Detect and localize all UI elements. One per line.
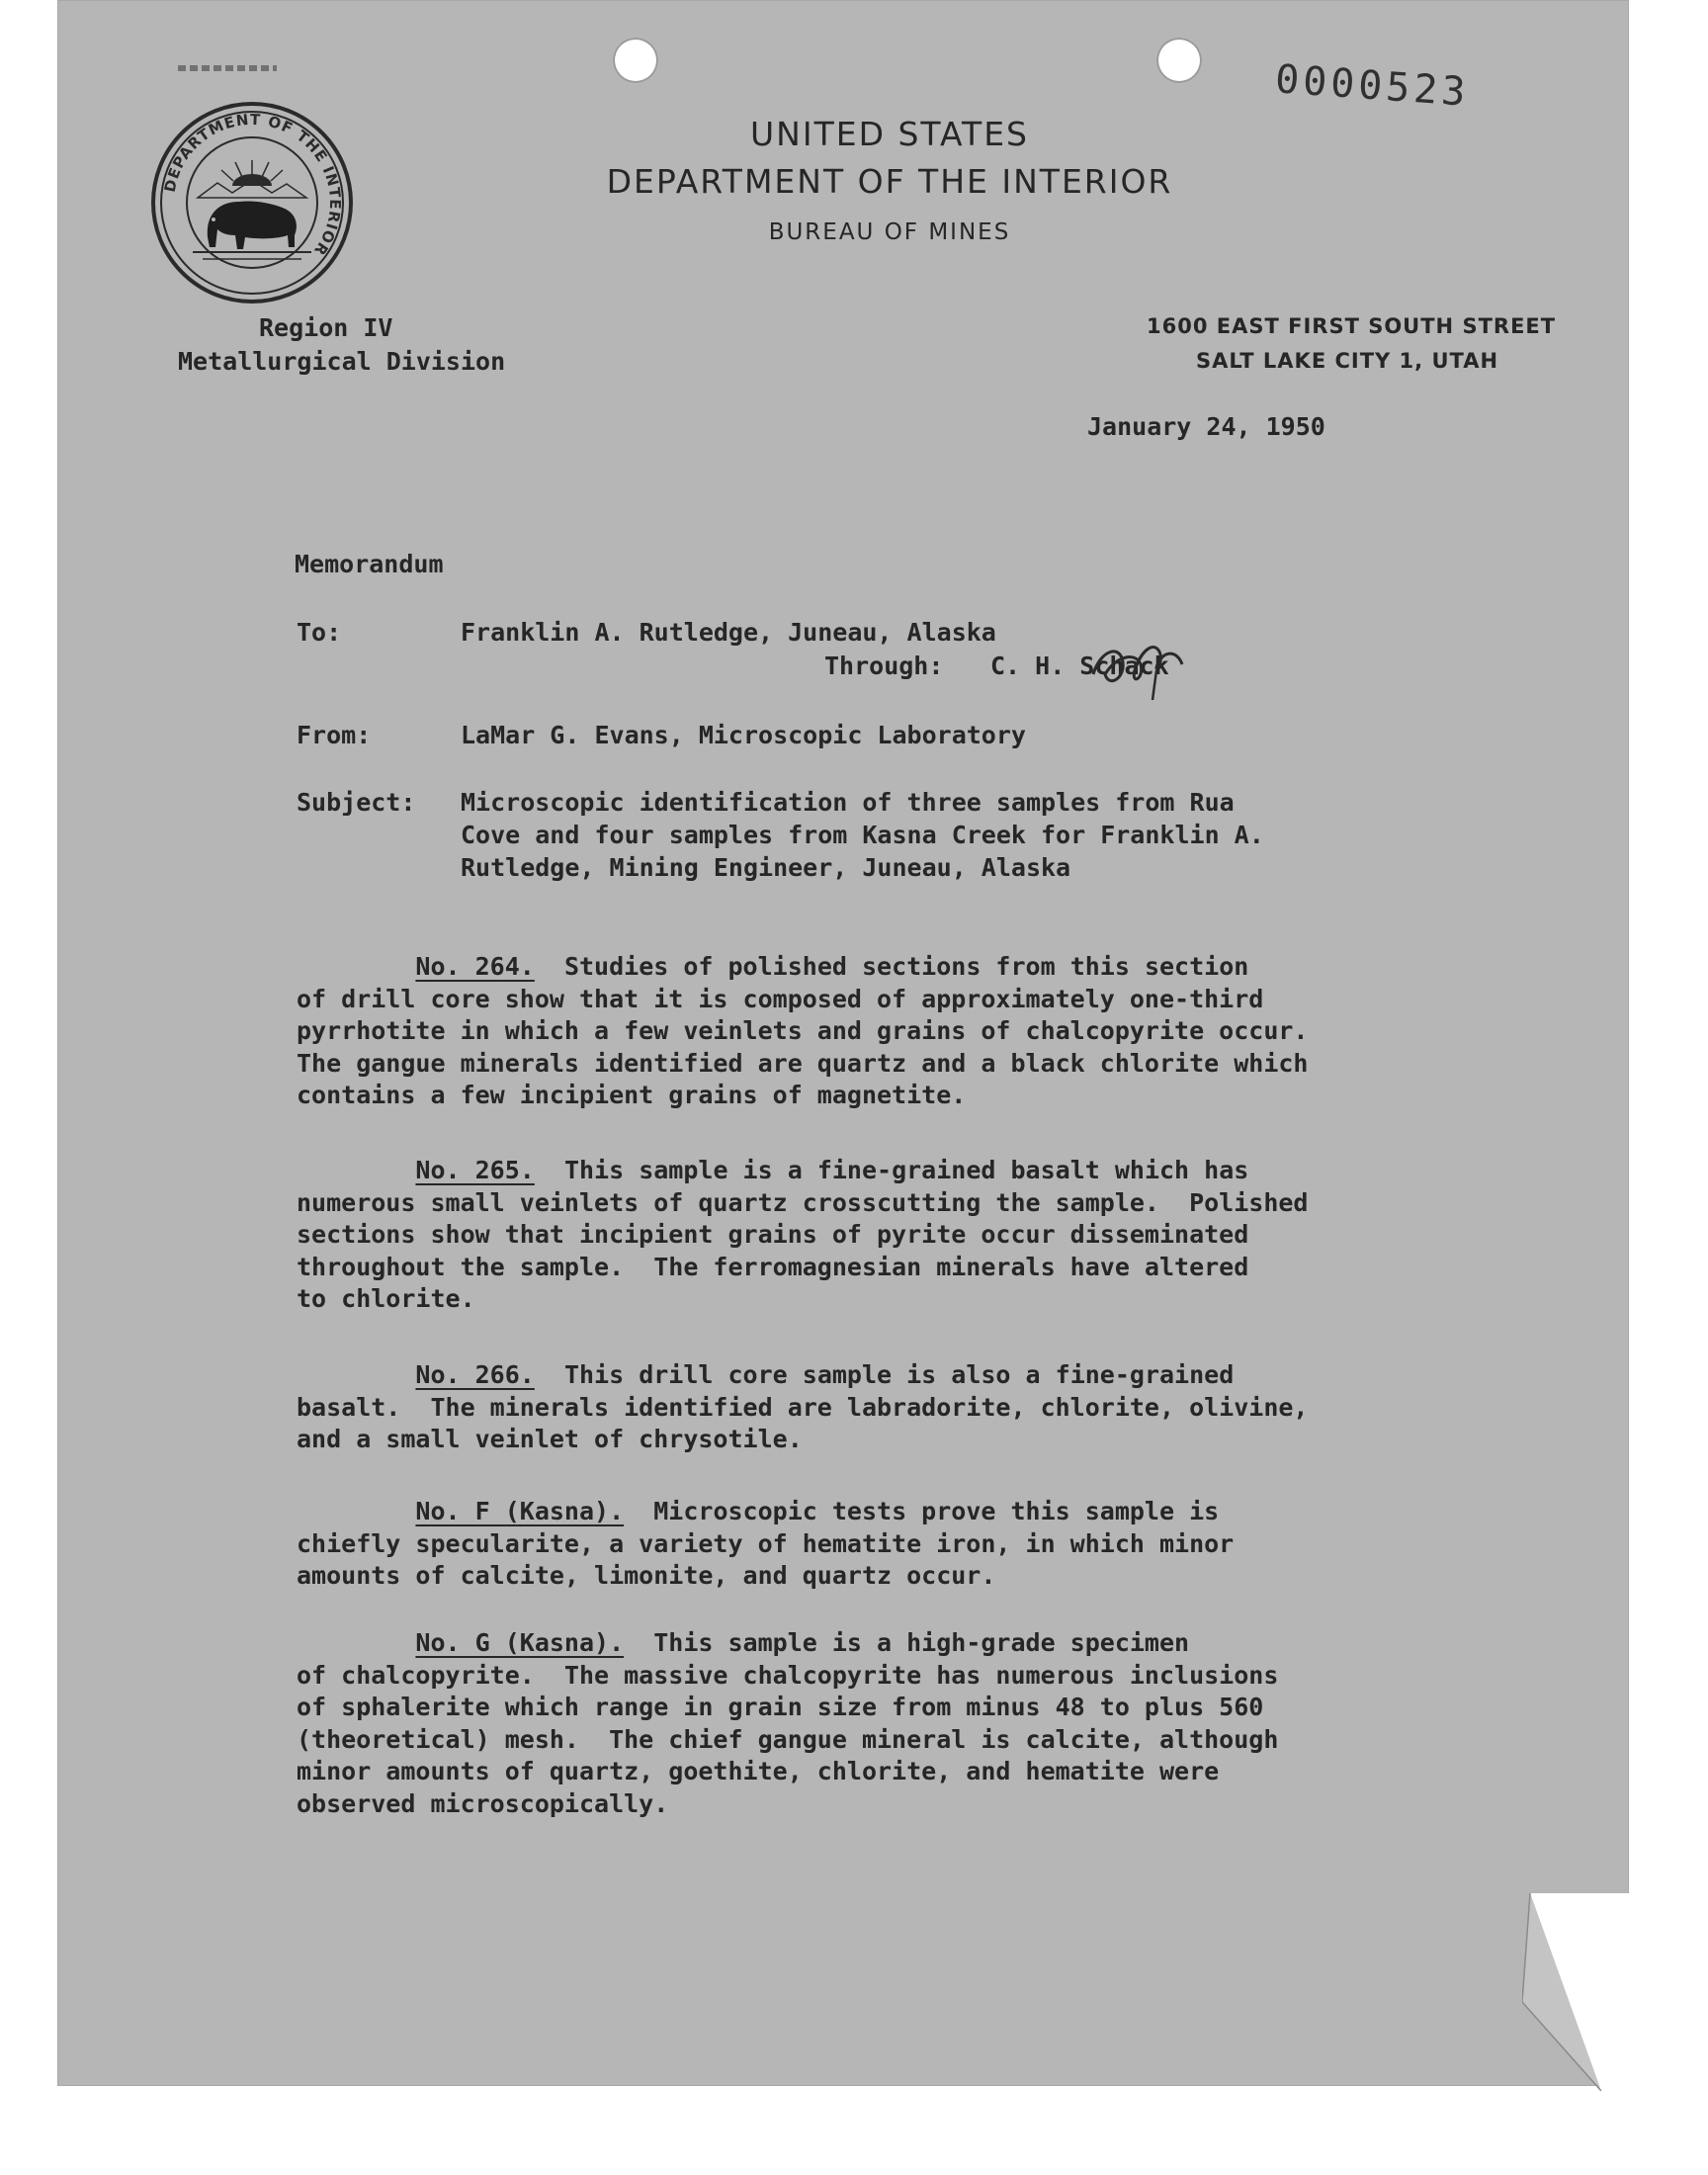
- address-city: SALT LAKE CITY 1, UTAH: [1196, 349, 1499, 373]
- paragraph-first-line: [297, 1627, 1433, 1660]
- punch-hole-left: [613, 38, 658, 83]
- memo-title: Memorandum: [295, 550, 444, 578]
- subject-label: Subject:: [297, 788, 416, 817]
- from-label: From:: [297, 721, 372, 749]
- sample-label: No. 266.: [415, 1360, 535, 1389]
- paragraph-line: pyrrhotite in which a few veinlets and grains of chalcopyrite occur.: [297, 1016, 1309, 1045]
- subject-line: Rutledge, Mining Engineer, Juneau, Alaska: [461, 853, 1071, 882]
- punch-hole-right: [1156, 38, 1202, 83]
- paragraph-264: [297, 951, 1433, 1112]
- paragraph-line: amounts of calcite, limonite, and quartz occur.: [297, 1561, 996, 1590]
- seal-text: DEPARTMENT OF THE INTERIOR: [160, 110, 345, 260]
- address-street: 1600 EAST FIRST SOUTH STREET: [1147, 314, 1557, 338]
- paragraph-first-line: [297, 1359, 1433, 1392]
- paragraph-text: Microscopic tests prove this sample is: [624, 1497, 1220, 1525]
- paragraph-line: basalt. The minerals identified are labradorite, chlorite, olivine,: [297, 1392, 1309, 1422]
- paragraph-line: and a small veinlet of chrysotile.: [297, 1425, 803, 1453]
- paragraph-line: observed microscopically.: [297, 1788, 669, 1818]
- sample-label: No. 265.: [415, 1156, 535, 1184]
- paragraph-text: Studies of polished sections from this section: [534, 952, 1249, 981]
- paragraph-line: contains a few incipient grains of magnetite.: [297, 1081, 967, 1109]
- serial-number: 0000523: [1273, 56, 1471, 116]
- paragraph-first-line: [297, 1155, 1433, 1187]
- paragraph-line: chiefly specularite, a variety of hematite iron, in which minor: [297, 1528, 1235, 1558]
- to-value: Franklin A. Rutledge, Juneau, Alaska: [461, 618, 996, 647]
- sample-label: No. 264.: [415, 952, 535, 981]
- office-region: Region IV: [259, 313, 393, 342]
- sample-label: No. G (Kasna).: [415, 1628, 625, 1657]
- paragraph-text: This drill core sample is also a fine-grained: [534, 1360, 1235, 1389]
- paragraph-g-kasna: [297, 1627, 1433, 1820]
- paragraph-266: [297, 1359, 1433, 1456]
- paragraph-265: [297, 1155, 1433, 1316]
- paragraph-text: This sample is a fine-grained basalt which has: [534, 1156, 1249, 1184]
- subject-line: Microscopic identification of three samples from Rua: [461, 788, 1235, 817]
- initials-signature-icon: [1087, 635, 1196, 704]
- sample-label: No. F (Kasna).: [415, 1497, 625, 1525]
- folded-corner: [1522, 1893, 1631, 2091]
- paragraph-first-line: [297, 951, 1433, 984]
- paragraph-line: of chalcopyrite. The massive chalcopyrite has numerous inclusions: [297, 1660, 1279, 1690]
- paragraph-f-kasna: [297, 1496, 1433, 1593]
- paragraph-line: of drill core show that it is composed of approximately one-third: [297, 984, 1264, 1013]
- subject-line: Cove and four samples from Kasna Creek for Franklin A.: [461, 821, 1264, 849]
- paragraph-line: throughout the sample. The ferromagnesian minerals have altered: [297, 1252, 1249, 1281]
- letterhead-department: DEPARTMENT OF THE INTERIOR: [606, 162, 1173, 201]
- office-division: Metallurgical Division: [178, 347, 506, 376]
- letterhead-united-states: UNITED STATES: [750, 115, 1029, 153]
- paragraph-line: numerous small veinlets of quartz crosscutting the sample. Polished: [297, 1187, 1309, 1217]
- paragraph-line: (theoretical) mesh. The chief gangue mineral is calcite, although: [297, 1724, 1279, 1754]
- through-value: C. H. Schack: [990, 652, 1169, 680]
- paragraph-line: minor amounts of quartz, goethite, chlorite, and hematite were: [297, 1757, 1220, 1785]
- stamp-mark: [178, 65, 277, 71]
- paragraph-line: The gangue minerals identified are quartz and a black chlorite which: [297, 1048, 1309, 1078]
- to-label: To:: [297, 618, 342, 647]
- through-label: Through:: [824, 652, 944, 680]
- paragraph-line: to chlorite.: [297, 1284, 475, 1313]
- paragraph-line: of sphalerite which range in grain size from minus 48 to plus 560: [297, 1693, 1264, 1721]
- paragraph-text: This sample is a high-grade specimen: [624, 1628, 1190, 1657]
- letterhead-bureau: BUREAU OF MINES: [768, 219, 1011, 245]
- memo-date: January 24, 1950: [1087, 412, 1325, 441]
- paragraph-first-line: [297, 1496, 1433, 1528]
- from-value: LaMar G. Evans, Microscopic Laboratory: [461, 721, 1026, 749]
- paragraph-line: sections show that incipient grains of pyrite occur disseminated: [297, 1220, 1249, 1249]
